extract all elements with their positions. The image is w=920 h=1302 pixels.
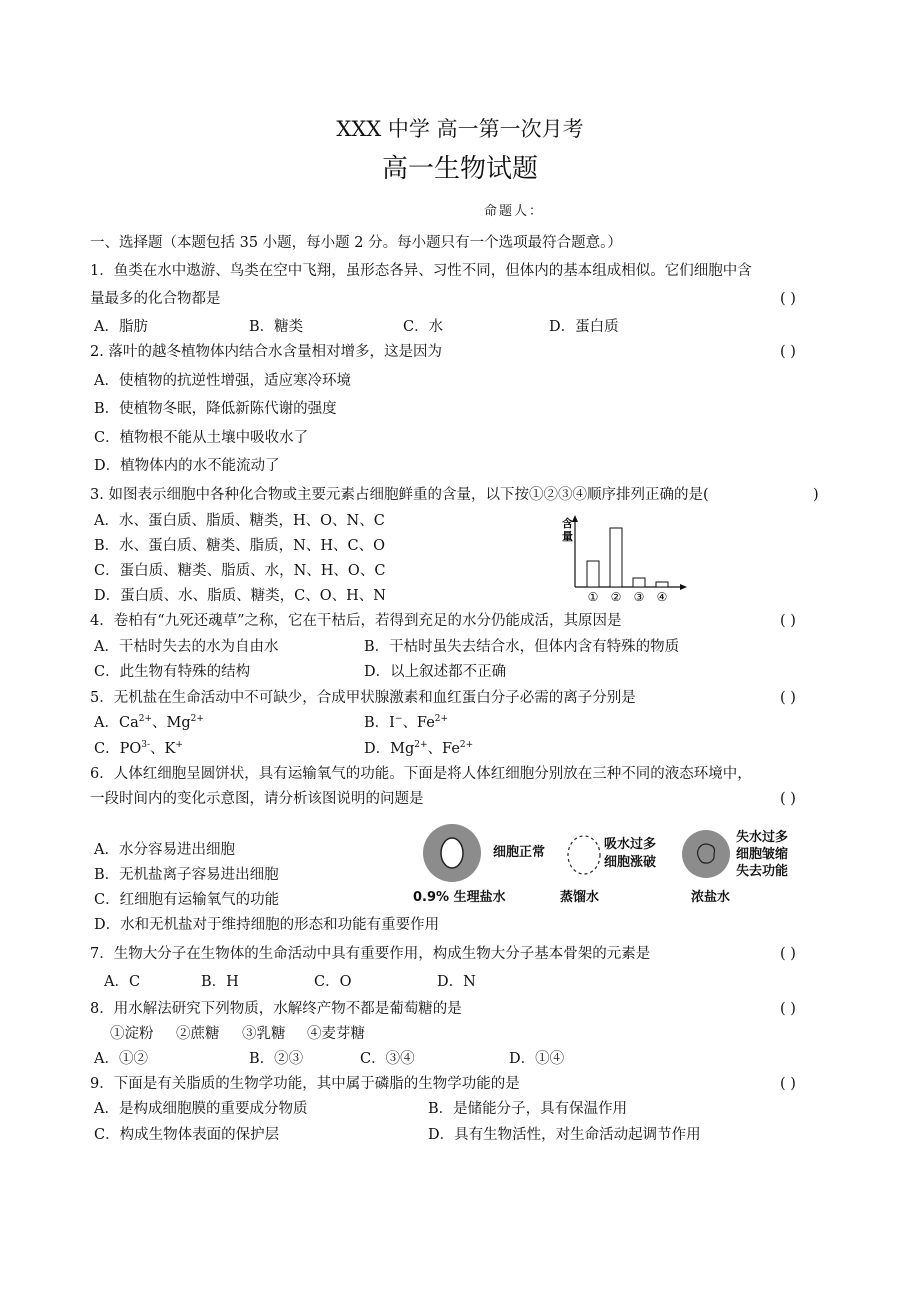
q5-option-a: A．$Ca^{2+}$、$Mg^{2+}$ bbox=[94, 714, 204, 731]
q9-option-a: A．是构成细胞膜的重要成分物质 bbox=[94, 1101, 308, 1117]
q3-figure-ylabel-2: 量 bbox=[562, 530, 573, 543]
q8-option-a: A．①② bbox=[94, 1051, 148, 1067]
q4-option-a: A．干枯时失去的水为自由水 bbox=[94, 639, 279, 655]
q2-answer-paren: ( ) bbox=[780, 344, 796, 360]
q2-option-c: C．植物根不能从土壤中吸收水了 bbox=[94, 430, 309, 446]
q3-figure-bar-1 bbox=[587, 561, 599, 587]
q2-option-b: B．使植物冬眠，降低新陈代谢的强度 bbox=[94, 401, 337, 417]
q3-content-bar-figure bbox=[555, 513, 690, 603]
q7-option-c: C．O bbox=[314, 974, 352, 990]
q9-option-b: B．是储能分子，具有保温作用 bbox=[428, 1101, 628, 1117]
q2-stem: 2. 落叶的越冬植物体内结合水含量相对增多，这是因为 bbox=[90, 344, 442, 360]
q7-option-d: D．N bbox=[437, 974, 476, 990]
q8-item-2: ②蔗糖 bbox=[176, 1026, 220, 1042]
shrunk-cell-label-1: 失水过多 bbox=[736, 830, 789, 845]
q3-option-d: D．蛋白质、水、脂质、糖类，C、O、H、N bbox=[94, 588, 386, 604]
shrunk-cell-label-3: 失去功能 bbox=[736, 864, 789, 879]
q9-stem: 9．下面是有关脂质的生物学功能，其中属于磷脂的生物学功能的是 bbox=[90, 1076, 520, 1092]
burst-cell-shape bbox=[568, 836, 600, 874]
normal-env-label: 0.9% 生理盐水 bbox=[413, 890, 506, 905]
q8-answer-paren: ( ) bbox=[780, 1001, 796, 1017]
q1-option-b: B．糖类 bbox=[249, 319, 304, 335]
q3-figure-bar-4 bbox=[656, 582, 668, 587]
q4-option-c: C．此生物有特殊的结构 bbox=[94, 664, 251, 680]
q8-option-b: B．②③ bbox=[249, 1051, 304, 1067]
q1-answer-paren: ( ) bbox=[780, 291, 796, 307]
q9-option-c: C．构成生物体表面的保护层 bbox=[94, 1127, 280, 1143]
burst-cell-label-1: 吸水过多 bbox=[604, 837, 657, 852]
q6-stem-line2: 一段时间内的变化示意图，请分析该图说明的问题是 bbox=[90, 791, 424, 807]
q9-answer-paren: ( ) bbox=[780, 1076, 796, 1092]
normal-cell-center bbox=[441, 838, 463, 868]
q8-item-4: ④麦芽糖 bbox=[307, 1026, 365, 1042]
burst-env-label: 蒸馏水 bbox=[560, 890, 600, 905]
q8-item-3: ③乳糖 bbox=[242, 1026, 286, 1042]
q6-option-d: D．水和无机盐对于维持细胞的形态和功能有重要作用 bbox=[94, 917, 440, 933]
shrunk-cell-shape bbox=[682, 830, 730, 878]
subject-title: 高一生物试题 bbox=[381, 154, 538, 184]
q5-option-b: B．I−、$Fe^{2+}$ bbox=[364, 714, 449, 731]
q1-option-c: C．水 bbox=[403, 319, 444, 335]
q3-figure-label-2: ② bbox=[610, 590, 622, 603]
q4-option-b: B．干枯时虽失去结合水，但体内含有特殊的物质 bbox=[364, 639, 680, 655]
q7-stem: 7．生物大分子在生物体的生命活动中具有重要作用，构成生物大分子基本骨架的元素是 bbox=[90, 946, 651, 962]
q6-option-b: B．无机盐离子容易进出细胞 bbox=[94, 867, 279, 883]
q2-option-a: A．使植物的抗逆性增强，适应寒冷环境 bbox=[94, 373, 351, 389]
q8-stem: 8．用水解法研究下列物质，水解终产物不都是葡萄糖的是 bbox=[90, 1001, 462, 1017]
q6-stem-line1: 6．人体红细胞呈圆饼状，具有运输氧气的功能。下面是将人体红细胞分别放在三种不同的液态环境中， bbox=[90, 766, 752, 782]
q8-option-d: D．①④ bbox=[509, 1051, 565, 1067]
q2-option-d: D．植物体内的水不能流动了 bbox=[94, 458, 280, 474]
school-exam-title: XXX 中学 高一第一次月考 bbox=[336, 117, 584, 141]
shrunk-cell-label-2: 细胞皱缩 bbox=[736, 847, 789, 862]
q6-option-a: A．水分容易进出细胞 bbox=[94, 842, 235, 858]
q8-option-c: C．③④ bbox=[360, 1051, 415, 1067]
q3-figure-x-arrow bbox=[680, 584, 687, 590]
q7-option-a: A．C bbox=[104, 974, 141, 990]
q8-item-1: ①淀粉 bbox=[110, 1026, 154, 1042]
q5-option-d: D．$Mg^{2+}$、$Fe^{2+}$ bbox=[364, 740, 474, 757]
q3-stem-end: ) bbox=[813, 487, 819, 503]
q1-option-d: D．蛋白质 bbox=[549, 319, 619, 335]
q4-stem: 4．卷柏有“九死还魂草”之称，它在干枯后，若得到充足的水分仍能成活，其原因是 bbox=[90, 613, 622, 629]
q3-option-c: C．蛋白质、糖类、脂质、水，N、H、O、C bbox=[94, 563, 386, 579]
shrunk-env-label: 浓盐水 bbox=[691, 890, 731, 905]
q5-option-c: C．$PO^{3-}$、K+ bbox=[94, 740, 183, 757]
author-label: 命题人： bbox=[484, 204, 545, 219]
q3-option-a: A．水、蛋白质、脂质、糖类，H、O、N、C bbox=[94, 513, 385, 529]
q3-option-b: B．水、蛋白质、糖类、脂质，N、H、C、O bbox=[94, 538, 385, 554]
q3-figure-label-3: ③ bbox=[633, 590, 645, 603]
q3-figure-ylabel-1: 含 bbox=[562, 517, 573, 530]
q6-answer-paren: ( ) bbox=[780, 791, 796, 807]
q1-option-a: A．脂肪 bbox=[94, 319, 148, 335]
q7-option-b: B．H bbox=[201, 974, 239, 990]
q6-option-c: C．红细胞有运输氧气的功能 bbox=[94, 892, 280, 908]
section-heading: 一、选择题（本题包括 35 小题，每小题 2 分。每小题只有一个选项最符合题意。） bbox=[90, 235, 622, 251]
q1-stem-line2: 量最多的化合物都是 bbox=[90, 291, 221, 307]
normal-cell-label: 细胞正常 bbox=[493, 845, 546, 860]
q3-figure-bar-3 bbox=[633, 578, 645, 587]
q3-stem: 3. 如图表示细胞中各种化合物或主要元素占细胞鲜重的含量，以下按①②③④顺序排列正确的是( bbox=[90, 487, 709, 503]
q3-figure-label-1: ① bbox=[587, 590, 599, 603]
q7-answer-paren: ( ) bbox=[780, 946, 796, 962]
q4-answer-paren: ( ) bbox=[780, 613, 796, 629]
q4-option-d: D．以上叙述都不正确 bbox=[364, 664, 507, 680]
q5-stem: 5．无机盐在生命活动中不可缺少，合成甲状腺激素和血红蛋白分子必需的离子分别是 bbox=[90, 690, 636, 706]
q3-figure-label-4: ④ bbox=[656, 590, 668, 603]
q5-answer-paren: ( ) bbox=[780, 690, 796, 706]
burst-cell-label-2: 细胞涨破 bbox=[604, 855, 657, 870]
q3-figure-bar-2 bbox=[610, 528, 622, 587]
q1-stem-line1: 1．鱼类在水中遨游、鸟类在空中飞翔，虽形态各异、习性不同，但体内的基本组成相似。它们细胞中含 bbox=[90, 263, 752, 279]
q9-option-d: D．具有生物活性，对生命活动起调节作用 bbox=[428, 1127, 701, 1143]
